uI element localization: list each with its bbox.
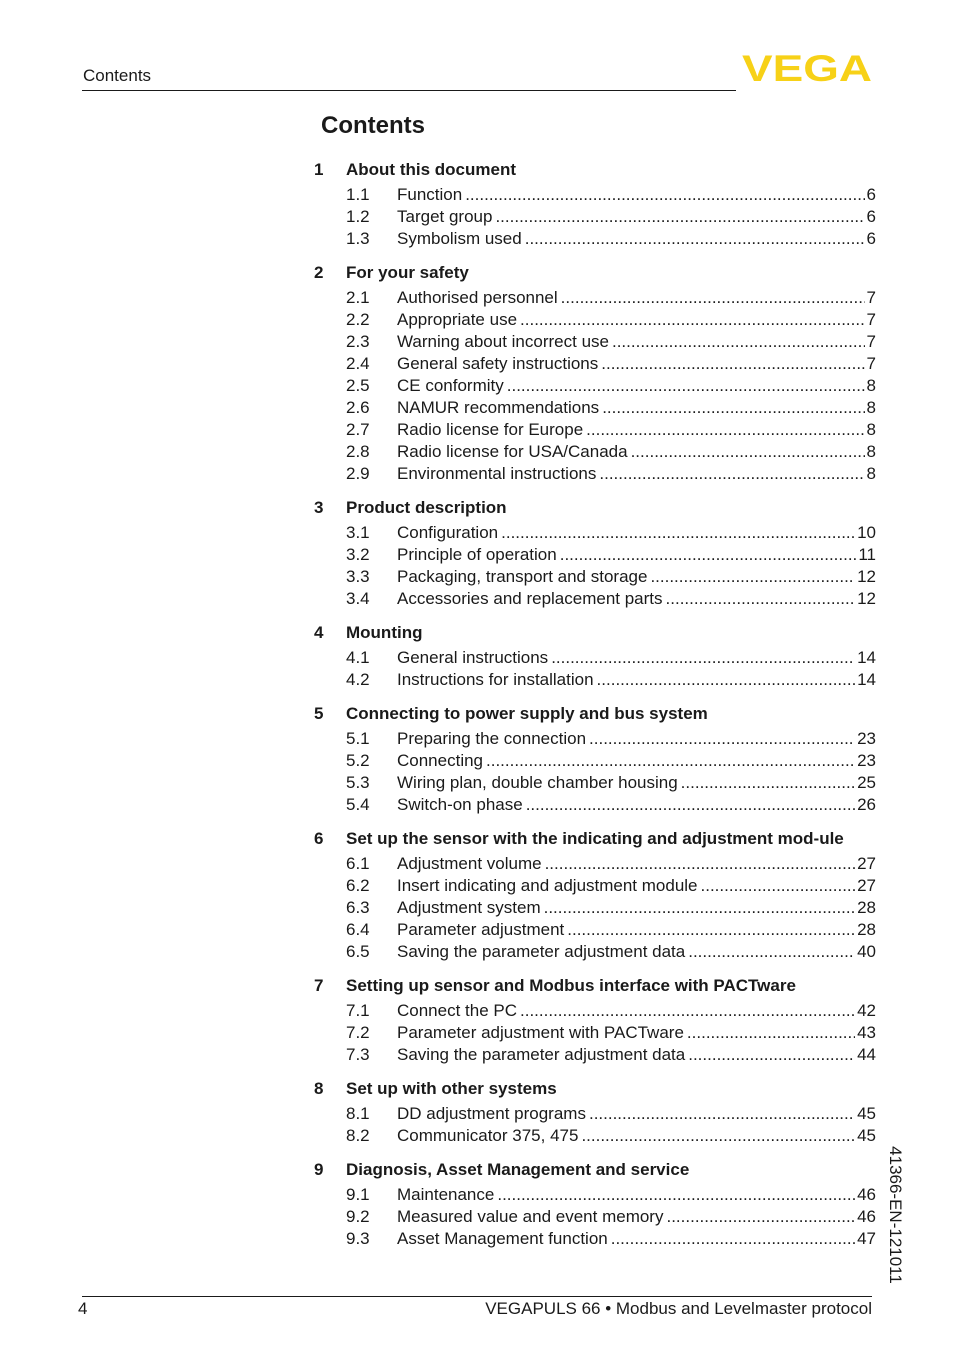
toc-entry[interactable] [314, 419, 876, 441]
entry-number: 3.1 [346, 523, 370, 542]
toc-entry[interactable] [314, 1103, 876, 1125]
toc-section [314, 622, 876, 691]
section-title: Diagnosis, Asset Management and service [346, 1160, 690, 1179]
entry-page: 46 [857, 1185, 876, 1204]
toc-entry[interactable] [314, 728, 876, 750]
entry-number: 9.3 [346, 1229, 370, 1248]
entry-page: 23 [857, 729, 876, 748]
entry-title: General safety instructions ..... [397, 353, 865, 375]
entry-title: Parameter adjustment ..... [397, 919, 855, 941]
toc-section [314, 262, 876, 485]
section-title: Set up with other systems [346, 1079, 557, 1098]
entry-title: Maintenance ..... [397, 1184, 855, 1206]
entry-title: Configuration ..... [397, 522, 855, 544]
entry-number: 1.3 [346, 229, 370, 248]
entry-number: 2.8 [346, 442, 370, 461]
entry-page: 23 [857, 751, 876, 770]
toc-section [314, 497, 876, 610]
entry-title: Warning about incorrect use ..... [397, 331, 865, 353]
entry-page: 6 [866, 207, 876, 226]
entry-title: Parameter adjustment with PACTware ..... [397, 1022, 855, 1044]
entry-title: Insert indicating and adjustment module ..... [397, 875, 855, 897]
toc-entry[interactable] [314, 588, 876, 610]
entry-page: 45 [857, 1126, 876, 1145]
entry-number: 3.2 [346, 545, 370, 564]
entry-title: Packaging, transport and storage ..... [397, 566, 855, 588]
section-number: 8 [314, 1079, 324, 1098]
entry-number: 2.4 [346, 354, 370, 373]
entry-title: Adjustment volume ..... [397, 853, 855, 875]
toc-entry[interactable] [314, 853, 876, 875]
entry-page: 8 [866, 464, 876, 483]
entry-title: Communicator 375, 475 ..... [397, 1125, 855, 1147]
entry-title: Appropriate use ..... [397, 309, 865, 331]
toc-entry[interactable] [314, 1184, 876, 1206]
entry-page: 12 [857, 567, 876, 586]
entry-title: Connecting ..... [397, 750, 855, 772]
section-number: 7 [314, 976, 324, 995]
toc-entry[interactable] [314, 184, 876, 206]
toc-entry[interactable] [314, 941, 876, 963]
entry-number: 5.3 [346, 773, 370, 792]
toc-section [314, 828, 876, 963]
toc-entry[interactable] [314, 228, 876, 250]
section-number: 5 [314, 704, 324, 723]
footer-page-number: 4 [78, 1299, 88, 1318]
entry-title: Radio license for Europe ..... [397, 419, 865, 441]
section-title: Setting up sensor and Modbus interface with PACTware [346, 976, 796, 995]
entry-page: 28 [857, 898, 876, 917]
section-title: Mounting [346, 623, 423, 642]
entry-title: Authorised personnel ..... [397, 287, 865, 309]
entry-title: CE conformity ..... [397, 375, 865, 397]
section-heading[interactable] [314, 975, 876, 996]
toc-entry[interactable] [314, 463, 876, 485]
entry-page: 6 [866, 185, 876, 204]
entry-number: 7.3 [346, 1045, 370, 1064]
entry-number: 3.3 [346, 567, 370, 586]
entry-number: 1.1 [346, 185, 370, 204]
toc-entry[interactable] [314, 1044, 876, 1066]
entry-page: 6 [866, 229, 876, 248]
section-number: 1 [314, 160, 324, 179]
entry-number: 3.4 [346, 589, 370, 608]
entry-number: 2.3 [346, 332, 370, 351]
entry-page: 7 [866, 332, 876, 351]
section-title: For your safety [346, 263, 469, 282]
entry-page: 27 [857, 854, 876, 873]
toc-entry[interactable] [314, 897, 876, 919]
entry-number: 6.4 [346, 920, 370, 939]
toc-entry[interactable] [314, 1125, 876, 1147]
toc-entry[interactable] [314, 1228, 876, 1250]
entry-title: NAMUR recommendations ..... [397, 397, 865, 419]
toc-section [314, 1159, 876, 1250]
entry-number: 5.4 [346, 795, 370, 814]
entry-page: 43 [857, 1023, 876, 1042]
entry-page: 28 [857, 920, 876, 939]
page-title: Contents [321, 112, 425, 139]
table-of-contents [314, 159, 876, 1262]
toc-section [314, 1078, 876, 1147]
entry-page: 44 [857, 1045, 876, 1064]
entry-page: 7 [866, 354, 876, 373]
section-heading[interactable] [314, 262, 876, 283]
entry-title: Accessories and replacement parts ..... [397, 588, 855, 610]
toc-entry[interactable] [314, 522, 876, 544]
entry-page: 7 [866, 310, 876, 329]
section-number: 6 [314, 829, 324, 848]
toc-entry[interactable] [314, 1022, 876, 1044]
entry-number: 2.2 [346, 310, 370, 329]
entry-number: 2.7 [346, 420, 370, 439]
toc-entry[interactable] [314, 794, 876, 816]
entry-title: Measured value and event memory ..... [397, 1206, 855, 1228]
entry-page: 25 [857, 773, 876, 792]
entry-title: Connect the PC ..... [397, 1000, 855, 1022]
footer-rule [82, 1296, 872, 1297]
entry-number: 2.5 [346, 376, 370, 395]
entry-title: Principle of operation ..... [397, 544, 856, 566]
entry-title: Wiring plan, double chamber housing ..... [397, 772, 855, 794]
entry-title: Saving the parameter adjustment data ..... [397, 1044, 855, 1066]
entry-title: Function ..... [397, 184, 865, 206]
toc-entry[interactable] [314, 647, 876, 669]
toc-entry[interactable] [314, 331, 876, 353]
toc-entry[interactable] [314, 397, 876, 419]
toc-entry[interactable] [314, 669, 876, 691]
section-number: 4 [314, 623, 324, 642]
entry-number: 4.1 [346, 648, 370, 667]
section-heading[interactable] [314, 1078, 876, 1099]
entry-page: 40 [857, 942, 876, 961]
header-rule [82, 90, 736, 91]
entry-title: Saving the parameter adjustment data ..... [397, 941, 855, 963]
vega-logo [742, 52, 872, 84]
toc-entry[interactable] [314, 566, 876, 588]
document-code: 41366-EN-121011 [886, 1146, 905, 1284]
entry-number: 6.3 [346, 898, 370, 917]
toc-entry[interactable] [314, 919, 876, 941]
entry-number: 6.1 [346, 854, 370, 873]
entry-page: 42 [857, 1001, 876, 1020]
entry-number: 2.9 [346, 464, 370, 483]
entry-page: 8 [866, 420, 876, 439]
toc-entry[interactable] [314, 309, 876, 331]
entry-title: Target group ..... [397, 206, 865, 228]
entry-page: 12 [857, 589, 876, 608]
entry-number: 7.1 [346, 1001, 370, 1020]
entry-title: Adjustment system ..... [397, 897, 855, 919]
entry-number: 2.1 [346, 288, 370, 307]
section-heading[interactable] [314, 497, 876, 518]
section-heading[interactable] [314, 1159, 876, 1180]
entry-title: Switch-on phase ..... [397, 794, 855, 816]
toc-entry[interactable] [314, 353, 876, 375]
entry-number: 5.2 [346, 751, 370, 770]
entry-number: 7.2 [346, 1023, 370, 1042]
toc-entry[interactable] [314, 375, 876, 397]
entry-number: 8.1 [346, 1104, 370, 1123]
entry-number: 6.2 [346, 876, 370, 895]
entry-page: 46 [857, 1207, 876, 1226]
entry-title: Preparing the connection ..... [397, 728, 855, 750]
section-title: Connecting to power supply and bus system [346, 704, 708, 723]
toc-entry[interactable] [314, 1206, 876, 1228]
entry-page: 7 [866, 288, 876, 307]
entry-page: 8 [866, 376, 876, 395]
section-heading[interactable] [314, 159, 876, 180]
toc-section [314, 159, 876, 250]
entry-page: 45 [857, 1104, 876, 1123]
toc-entry[interactable] [314, 544, 876, 566]
entry-number: 9.1 [346, 1185, 370, 1204]
entry-page: 14 [857, 648, 876, 667]
entry-page: 10 [857, 523, 876, 542]
section-heading[interactable] [314, 622, 876, 643]
entry-page: 27 [857, 876, 876, 895]
toc-entry[interactable] [314, 441, 876, 463]
toc-entry[interactable] [314, 750, 876, 772]
section-title: Product description [346, 498, 507, 517]
entry-number: 8.2 [346, 1126, 370, 1145]
entry-title: Instructions for installation ..... [397, 669, 855, 691]
section-number: 9 [314, 1160, 324, 1179]
entry-title: General instructions ..... [397, 647, 855, 669]
svg-text:VEGA: VEGA [742, 52, 872, 84]
section-title: Set up the sensor with the indicating and adjustment mod-ule [346, 829, 844, 848]
entry-title: Asset Management function ..... [397, 1228, 855, 1250]
section-number: 2 [314, 263, 324, 282]
entry-page: 8 [866, 398, 876, 417]
entry-page: 11 [858, 545, 876, 564]
entry-page: 26 [857, 795, 876, 814]
section-number: 3 [314, 498, 324, 517]
entry-title: DD adjustment programs ..... [397, 1103, 855, 1125]
toc-entry[interactable] [314, 772, 876, 794]
entry-number: 4.2 [346, 670, 370, 689]
toc-section [314, 703, 876, 816]
entry-page: 47 [857, 1229, 876, 1248]
entry-number: 5.1 [346, 729, 370, 748]
section-heading[interactable] [314, 703, 876, 724]
toc-section [314, 975, 876, 1066]
entry-page: 8 [866, 442, 876, 461]
running-header: Contents [83, 66, 152, 85]
entry-page: 14 [857, 670, 876, 689]
entry-number: 6.5 [346, 942, 370, 961]
entry-title: Environmental instructions ..... [397, 463, 865, 485]
entry-number: 2.6 [346, 398, 370, 417]
entry-number: 9.2 [346, 1207, 370, 1226]
entry-title: Radio license for USA/Canada ..... [397, 441, 865, 463]
section-heading[interactable] [314, 828, 876, 849]
toc-entry[interactable] [314, 206, 876, 228]
section-title: About this document [346, 160, 516, 179]
toc-entry[interactable] [314, 1000, 876, 1022]
entry-number: 1.2 [346, 207, 370, 226]
footer-document-title: VEGAPULS 66 • Modbus and Levelmaster protocol [485, 1299, 872, 1318]
toc-entry[interactable] [314, 875, 876, 897]
entry-title: Symbolism used ..... [397, 228, 865, 250]
toc-entry[interactable] [314, 287, 876, 309]
